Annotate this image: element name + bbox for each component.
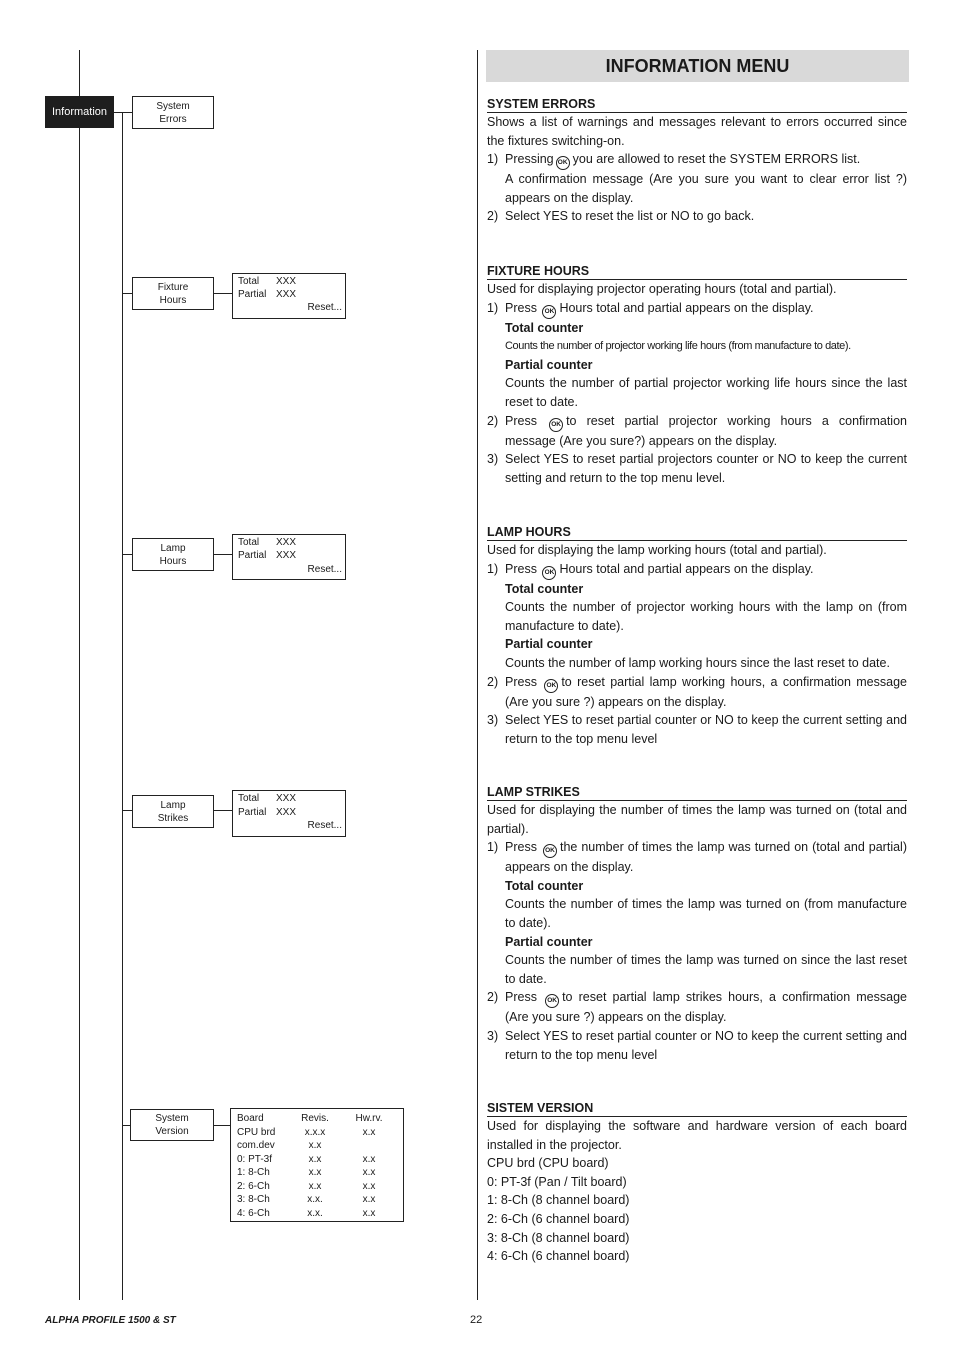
section-intro: Used for displaying the software and hardware version of each board installed in the projector.	[487, 1119, 907, 1152]
step-text: Hours total and partial appears on the display.	[559, 300, 814, 315]
version-row-revis: x.x	[308, 1180, 322, 1192]
menu-label-line2: Errors	[159, 113, 187, 125]
step-text: Pressing	[505, 152, 554, 167]
ok-button-icon: OK	[545, 994, 559, 1008]
board-line: 0: PT-3f (Pan / Tilt board)	[487, 1174, 627, 1189]
step-text: Press	[505, 300, 537, 315]
partial-counter-heading: Partial counter	[505, 357, 593, 372]
page-number: 22	[470, 1314, 483, 1326]
lamp-hours-node[interactable]	[132, 538, 214, 571]
system-errors-node[interactable]	[132, 96, 214, 129]
partial-value: XXX	[276, 807, 297, 818]
step-text: to reset partial projector working hours a confirmation message (Are you sure?) appears on the display.	[505, 413, 907, 448]
ok-button-icon: OK	[544, 679, 558, 693]
partial-value: XXX	[276, 289, 297, 300]
step-text: Press	[505, 990, 537, 1005]
fixture-hours-section	[487, 263, 907, 487]
partial-counter-heading: Partial counter	[505, 637, 593, 652]
board-line: 3: 8-Ch (8 channel board)	[487, 1230, 630, 1245]
fixture-hours-node[interactable]	[132, 277, 214, 310]
step-number: 2)	[487, 990, 499, 1005]
step-3	[487, 450, 907, 487]
step-1	[487, 560, 907, 580]
tree-branch-line	[122, 112, 123, 1300]
connector	[213, 554, 232, 555]
step-number: 1)	[487, 561, 499, 576]
version-row-board: com.dev	[237, 1140, 275, 1151]
menu-label-line2: Version	[155, 1126, 189, 1137]
step-number: 1)	[487, 840, 499, 855]
board-line: CPU brd (CPU board)	[487, 1156, 609, 1171]
version-row-board: CPU brd	[237, 1126, 276, 1138]
step-number: 2)	[487, 674, 499, 689]
connector	[122, 810, 132, 811]
step-detail: A confirmation message (Are you sure you want to clear error list ?) appears on the display.	[505, 172, 907, 205]
total-value: XXX	[276, 276, 297, 287]
section-heading: FIXTURE HOURS	[487, 263, 907, 280]
partial-counter-heading: Partial counter	[505, 934, 593, 949]
ok-button-icon: OK	[549, 418, 563, 432]
section-heading: SISTEM VERSION	[487, 1100, 907, 1117]
version-row-hwrv: x.x	[362, 1194, 376, 1205]
system-version-display	[230, 1108, 404, 1222]
connector	[122, 1125, 130, 1126]
version-row-board: 2: 6-Ch	[237, 1180, 270, 1192]
partial-label: Partial	[238, 550, 267, 561]
version-row-hwrv: x.x	[362, 1207, 376, 1219]
version-row-revis: x.x.x	[304, 1126, 326, 1138]
step-number: 2)	[487, 209, 499, 224]
connector	[122, 554, 132, 555]
step-3	[487, 711, 907, 748]
information-menu-node[interactable]	[45, 96, 114, 128]
version-row-revis: x.x.	[307, 1194, 323, 1205]
total-label: Total	[238, 276, 260, 287]
menu-label-line1: System	[156, 100, 190, 112]
step-text: Select YES to reset partial counter or NO to keep the current setting and return to the top menu level	[505, 1028, 907, 1062]
step-text: Press	[505, 413, 537, 428]
step-text: Select YES to reset partial projectors counter or NO to keep the current setting and return to the top menu level.	[505, 452, 907, 485]
partial-counter-text: Counts the number of partial projector working life hours since the last reset to date.	[505, 376, 907, 409]
total-counter-text: Counts the number of projector working life hours (from manufacture to date).	[505, 340, 851, 353]
menu-label-line1: System	[155, 1113, 189, 1124]
system-errors-section	[487, 96, 907, 226]
step-text: Select YES to reset partial counter or NO to keep the current setting and return to the top menu level	[505, 713, 907, 746]
information-label: Information	[51, 106, 108, 118]
total-counter-text: Counts the number of times the lamp was turned on (from manufacture to date).	[505, 897, 907, 930]
menu-label-line2: Strikes	[157, 812, 189, 824]
lamp-strikes-display	[232, 790, 346, 837]
total-counter-heading: Total counter	[505, 581, 584, 596]
step-2	[487, 412, 907, 451]
total-counter-heading: Total counter	[505, 320, 584, 335]
version-header-board: Board	[237, 1113, 264, 1124]
step-text: to reset partial lamp working hours, a confirmation message (Are you sure ?) appears on the display.	[505, 674, 907, 709]
step-text: Hours total and partial appears on the display.	[559, 561, 814, 576]
step-2	[487, 673, 907, 712]
ok-button-icon: OK	[542, 566, 556, 580]
reset-option[interactable]: Reset...	[307, 820, 342, 831]
ok-button-icon: OK	[556, 156, 570, 170]
version-row-board: 1: 8-Ch	[237, 1167, 270, 1178]
step-number: 3)	[487, 452, 499, 467]
connector	[213, 293, 232, 294]
section-intro: Used for displaying the number of times the lamp was turned on (total and partial).	[487, 803, 907, 836]
step-text: you are allowed to reset the SYSTEM ERRORS list.	[572, 152, 861, 167]
partial-counter-text: Counts the number of times the lamp was turned on since the last reset to date.	[505, 953, 907, 986]
total-counter-text: Counts the number of projector working hours with the lamp on (from manufacture to date).	[505, 600, 907, 633]
step-number: 1)	[487, 152, 499, 167]
product-name: ALPHA PROFILE 1500 & ST	[45, 1315, 176, 1326]
section-intro: Shows a list of warnings and messages relevant to errors occurred since the fixtures switching-on.	[487, 115, 907, 148]
step-text: to reset partial lamp strikes hours, a confirmation message (Are you sure ?) appears on the display.	[505, 990, 907, 1025]
lamp-strikes-section	[487, 784, 907, 1064]
ok-button-icon: OK	[543, 844, 557, 858]
board-line: 1: 8-Ch (8 channel board)	[487, 1193, 630, 1208]
section-intro: Used for displaying the lamp working hours (total and partial).	[487, 543, 827, 557]
section-heading: SYSTEM ERRORS	[487, 96, 907, 113]
step-number: 3)	[487, 1028, 499, 1043]
menu-label-line1: Fixture	[157, 281, 189, 293]
partial-label: Partial	[238, 289, 267, 300]
board-line: 2: 6-Ch (6 channel board)	[487, 1211, 630, 1226]
version-row-hwrv	[349, 1139, 389, 1153]
partial-label: Partial	[238, 807, 267, 818]
step-number: 2)	[487, 413, 499, 428]
section-intro: Used for displaying projector operating hours (total and partial).	[487, 282, 837, 296]
partial-counter-text: Counts the number of lamp working hours since the last reset to date.	[505, 655, 890, 670]
total-counter-heading: Total counter	[505, 878, 584, 893]
step-1	[487, 150, 907, 170]
section-heading: LAMP HOURS	[487, 524, 907, 541]
step-text: Press	[505, 840, 537, 855]
page-title	[486, 50, 909, 82]
menu-label-line2: Hours	[159, 555, 187, 567]
system-version-node[interactable]	[130, 1109, 214, 1141]
version-row-hwrv: x.x	[362, 1180, 376, 1192]
lamp-strikes-node[interactable]	[132, 795, 214, 828]
step-1	[487, 299, 907, 319]
column-divider	[477, 50, 478, 1300]
step-text: the number of times the lamp was turned on (total and partial) appears on the display.	[505, 840, 907, 875]
step-text: Press	[505, 561, 537, 576]
version-header-hwrv: Hw.rv.	[355, 1113, 383, 1124]
version-header-revis: Revis.	[301, 1113, 329, 1124]
step-3	[487, 1027, 907, 1064]
version-row-revis: x.x	[308, 1153, 322, 1165]
reset-option[interactable]: Reset...	[307, 564, 342, 575]
step-number: 1)	[487, 300, 499, 315]
version-row-hwrv: x.x	[362, 1153, 376, 1165]
menu-label-line2: Hours	[159, 294, 187, 306]
step-2	[487, 207, 907, 226]
page-title-text: INFORMATION MENU	[605, 55, 790, 76]
step-number: 3)	[487, 713, 499, 728]
connector	[213, 1125, 230, 1126]
version-row-revis: x.x.	[307, 1207, 323, 1219]
menu-label-line1: Lamp	[160, 799, 186, 811]
menu-label-line1: Lamp	[160, 542, 186, 554]
connector	[213, 810, 232, 811]
tree-main-line	[79, 50, 80, 1300]
step-text: Select YES to reset the list or NO to go back.	[505, 209, 755, 224]
connector	[114, 112, 132, 113]
reset-option[interactable]: Reset...	[307, 302, 342, 313]
version-row-hwrv: x.x	[362, 1126, 376, 1138]
version-row-hwrv: x.x	[362, 1167, 376, 1178]
section-heading: LAMP STRIKES	[487, 784, 907, 801]
board-line: 4: 6-Ch (6 channel board)	[487, 1249, 630, 1264]
step-text: Press	[505, 674, 537, 689]
total-label: Total	[238, 537, 260, 548]
fixture-hours-display	[232, 273, 346, 319]
version-row-revis: x.x	[308, 1140, 322, 1151]
version-row-board: 3: 8-Ch	[237, 1194, 270, 1205]
total-value: XXX	[276, 537, 297, 548]
version-row-board: 4: 6-Ch	[237, 1207, 270, 1219]
connector	[122, 293, 132, 294]
lamp-hours-display	[232, 534, 346, 580]
version-row-board: 0: PT-3f	[237, 1153, 273, 1165]
system-version-section	[487, 1100, 907, 1266]
total-label: Total	[238, 793, 260, 804]
partial-value: XXX	[276, 550, 297, 561]
step-2	[487, 988, 907, 1027]
total-value: XXX	[276, 793, 297, 804]
lamp-hours-section	[487, 524, 907, 748]
ok-button-icon: OK	[542, 305, 556, 319]
step-1	[487, 838, 907, 877]
version-row-revis: x.x	[308, 1167, 322, 1178]
